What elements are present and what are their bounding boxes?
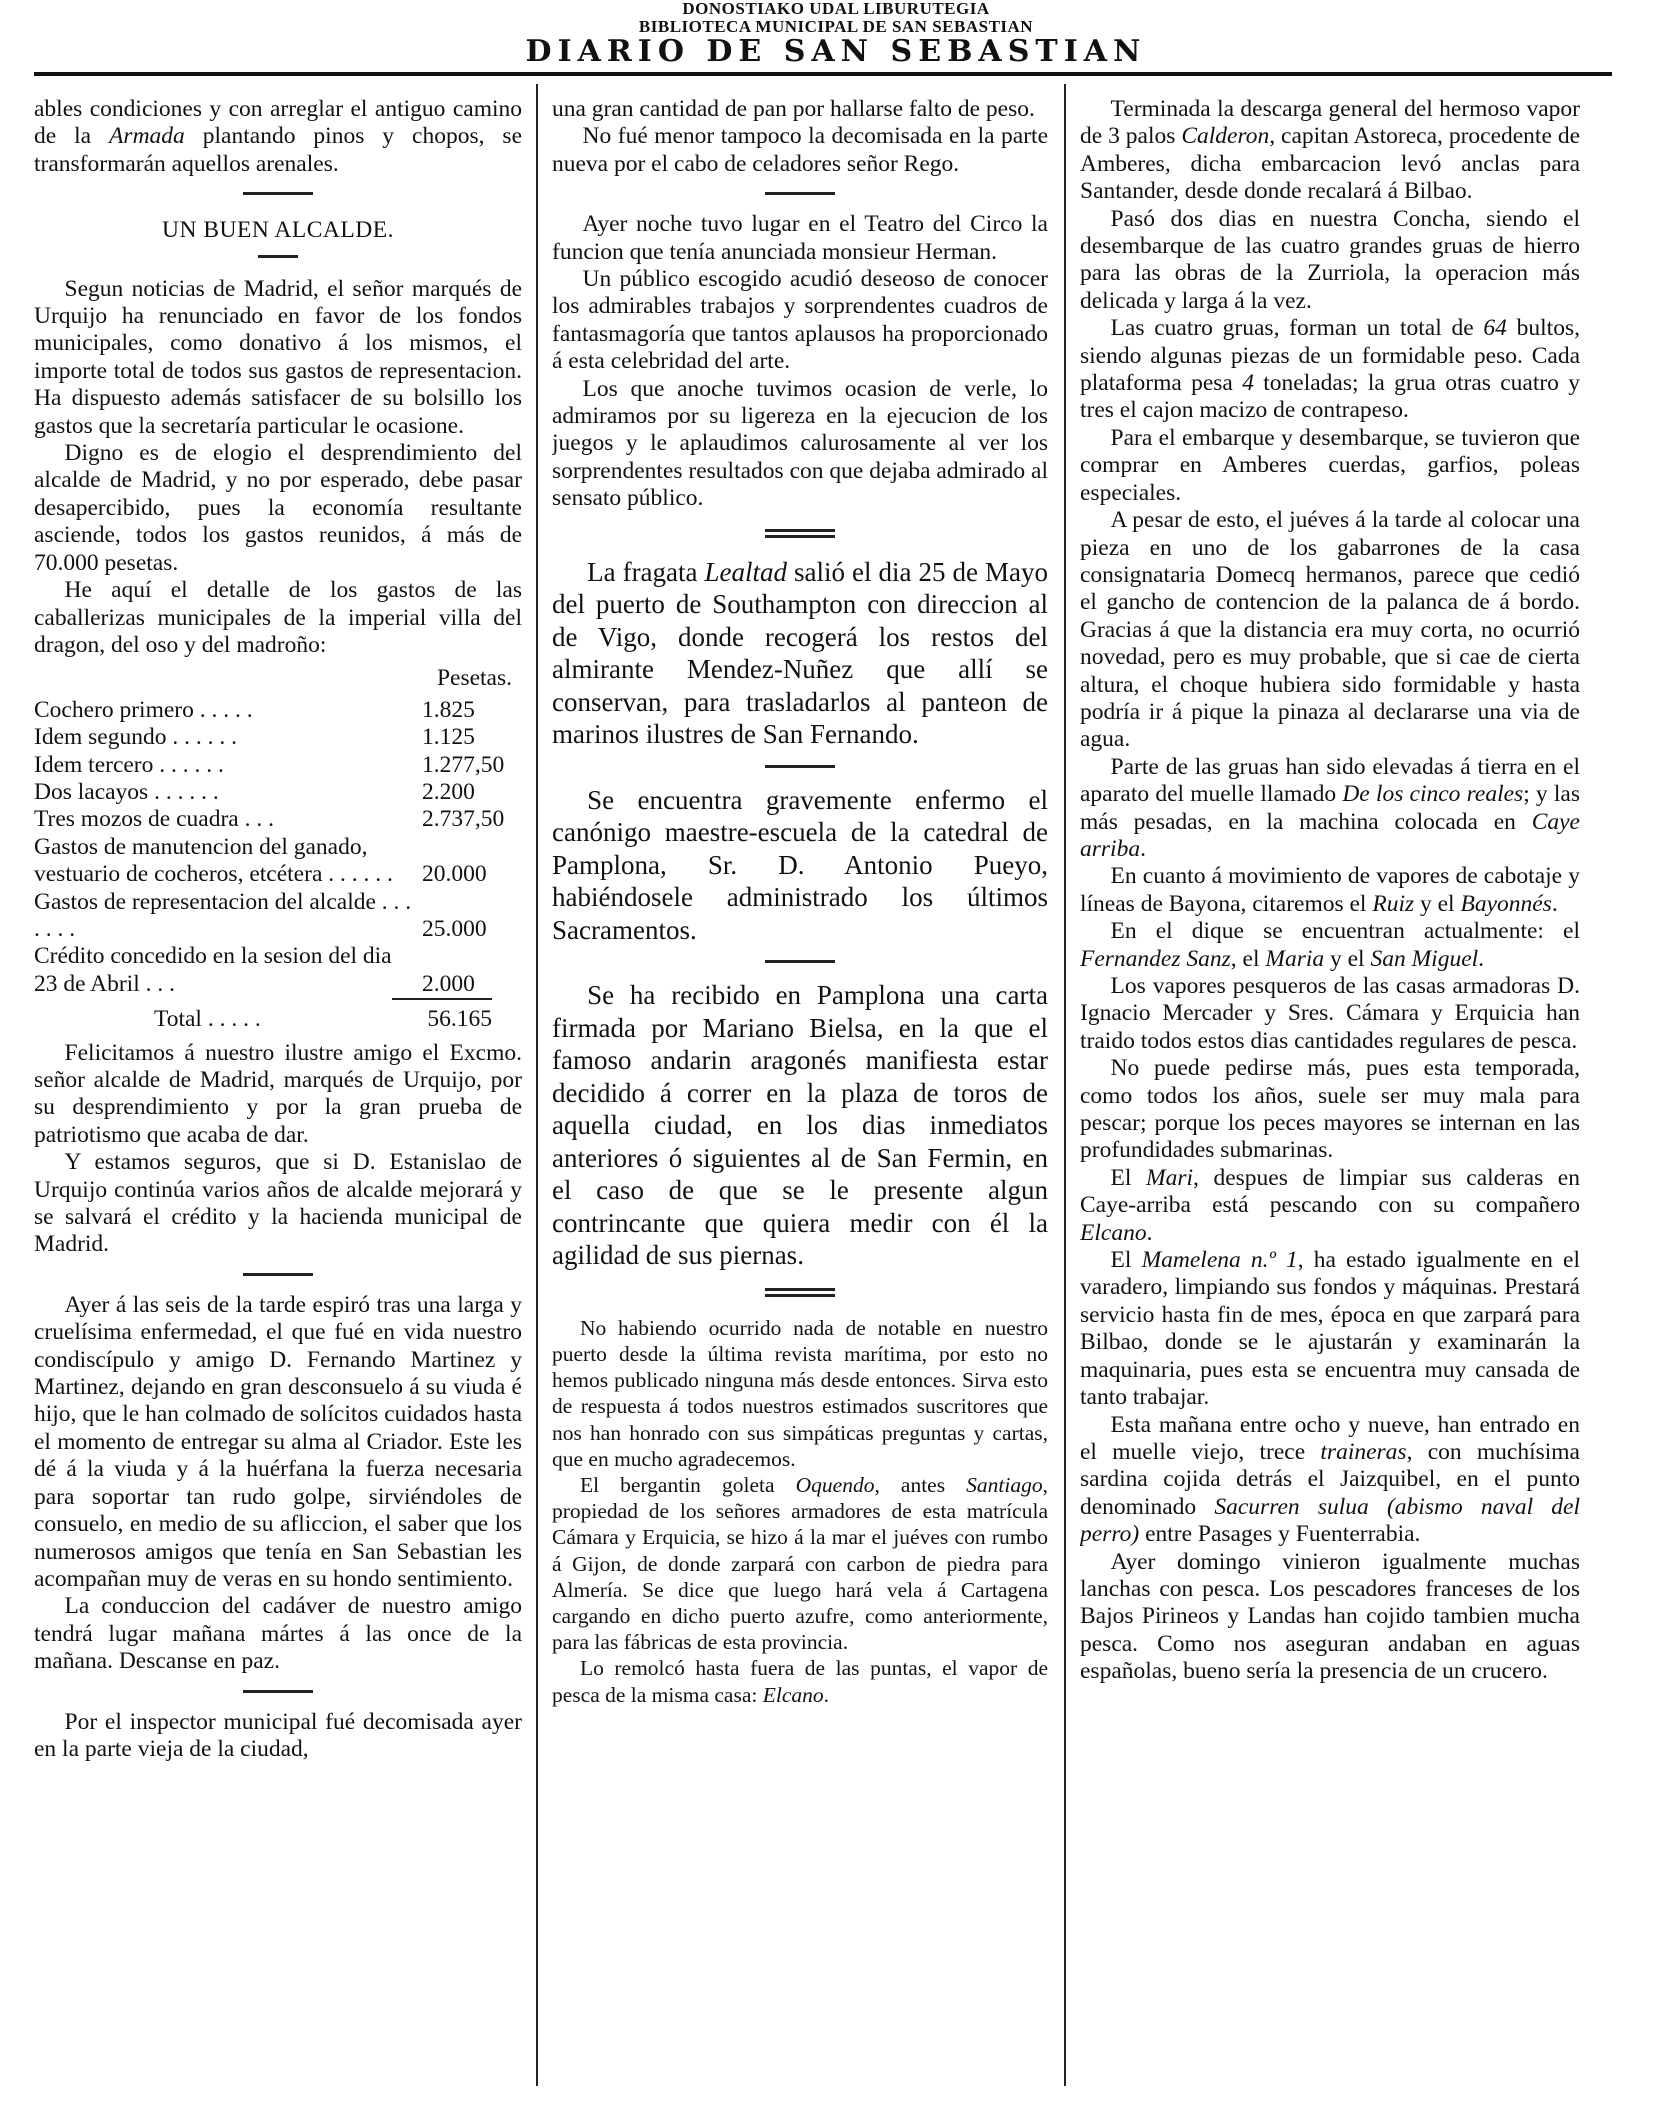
text-run: . (1146, 1219, 1153, 1246)
expense-label: Tres mozos de cuadra . . . (34, 806, 274, 833)
italic-name: 64 (1483, 315, 1507, 342)
text-run: Felicitamos á nuestro ilustre amigo el Excmo. señor alcalde de Madrid, marqués de Urquijo, por su desprendimiento y por la gran prueba de patriotismo que acaba de dar. (34, 1039, 522, 1148)
expense-label: Cochero primero . . . . . (34, 696, 253, 723)
article-separator (243, 1690, 313, 1693)
italic-name: Fernandez Sanz (1080, 945, 1231, 972)
text-run: y el (1414, 890, 1461, 917)
article-paragraph (1080, 1549, 1580, 1686)
expense-label: Dos lacayos . . . . . . (34, 778, 219, 805)
text-run: El (1110, 1164, 1147, 1191)
text-run: , el (1230, 945, 1266, 972)
text-run: , despues de limpiar sus calderas en Caye-arriba está pescando con su compañero (1080, 1164, 1580, 1219)
article-paragraph (34, 96, 522, 178)
article-paragraph (552, 979, 1048, 1272)
total-row (34, 1000, 522, 1039)
text-run: Los que anoche tuvimos ocasion de verle, lo admiramos por su ligereza en la ejecucion de los juegos y le aplaudimos calurosamente al ver los sorprendentes resultados con que dejaba admirado al sensato público. (552, 375, 1048, 512)
double-separator (765, 1288, 835, 1297)
total-value: 56.165 (427, 1006, 492, 1033)
italic-name: traineras (1320, 1438, 1407, 1465)
text-run: Ayer noche tuvo lugar en el Teatro del Circo la funcion que tenía anunciada monsieur Herman. (552, 211, 1048, 265)
article-paragraph (552, 211, 1048, 266)
column-2 (552, 96, 1048, 2102)
text-run: Un público escogido acudió deseoso de conocer los admirables trabajos y sorprendentes cuadros de fantasmagoría que tantos aplausos ha proporcionado á esta celebridad del arte. (552, 266, 1048, 375)
article-separator (765, 960, 835, 963)
expense-value: 2.000 (422, 970, 475, 997)
table-row (34, 943, 522, 998)
text-run: bultos, siendo algunas piezas de un formidable peso. Cada plataforma pesa (1080, 315, 1580, 397)
text-run: La fragata (587, 556, 705, 587)
article-paragraph (1080, 1247, 1580, 1411)
expense-value: 20.000 (422, 861, 487, 888)
heading-rule (258, 255, 298, 258)
article-separator (243, 192, 313, 195)
text-run: , ha estado igualmente en el varadero, limpiando sus fondos y máquinas. Prestará servicio hasta fin de mes, época en que zarpará para Bilbao, donde se le ajustarán y examinarán la maquinaria, pues esta se encuentra muy cansada de tanto trabajar. (1080, 1247, 1580, 1411)
expense-value: 2.737,50 (422, 806, 505, 833)
article-paragraph (34, 1149, 522, 1259)
expense-label: Crédito concedido en la sesion del dia 23 de Abril . . . (34, 943, 392, 997)
italic-name: 4 (1242, 370, 1254, 397)
text-run: No habiendo ocurrido nada de notable en nuestro puerto desde la última revista marítima, por esto no hemos publicado ninguna más desde entonces. Sirva esto de respuesta á todos nuestros estimados suscritores que nos han honrado con sus simpáticas preguntas y cartas, que en mucho agradecemos. (552, 1315, 1048, 1471)
italic-name: De los cinco reales (1342, 781, 1524, 808)
header-rule (34, 72, 1612, 76)
article-paragraph (552, 266, 1048, 376)
text-run: No puede pedirse más, pues esta temporada, como todos los años, suele ser muy mala para pescar; porque los peces mayores se internan en las profundidades submarinas. (1080, 1055, 1580, 1164)
article-paragraph (34, 1593, 522, 1675)
table-row (34, 697, 522, 724)
article-paragraph (1080, 754, 1580, 864)
italic-name: Elcano (1080, 1219, 1147, 1246)
text-run: , propiedad de los señores armadores de esta matrícula Cámara y Erquicia, se hizo á la mar el juéves con rumbo á Gijon, de donde zarpará con carbon de piedra para Almería. Se dice que luego hará vela á Cartagena cargando en dicho puerto azufre, como anteriormente, para las fábricas de esta provincia. (552, 1472, 1048, 1655)
text-run: Los vapores pesqueros de las casas armadoras D. Ignacio Mercader y Sres. Cámara y Erquicia han traido todos estos dias cantidades regulares de pesca. (1080, 973, 1580, 1054)
table-row (34, 752, 522, 779)
text-run: Se ha recibido en Pamplona una carta firmada por Mariano Bielsa, en la que el famoso andarin aragonés manifiesta estar decidido á correr en la plaza de toros de aquella ciudad, en los dias inmediatos anteriores ó siguientes al de San Fermin, en el caso de que se le presente algun contrincante que quiera medir con él la agilidad de sus piernas. (552, 980, 1048, 1271)
expense-value: 1.125 (422, 724, 475, 751)
italic-name: Ruiz (1372, 890, 1415, 917)
article-paragraph (34, 1709, 522, 1764)
italic-name: Sacurren sulua (abismo naval del perro) (1080, 1493, 1580, 1548)
article-paragraph (1080, 1165, 1580, 1247)
masthead (0, 0, 1672, 68)
text-run: Esta mañana entre ocho y nueve, han entrado en el muelle viejo, trece (1080, 1411, 1580, 1465)
text-run: La conduccion del cadáver de nuestro amigo tendrá lugar mañana mártes á las once de la mañana. Descanse en paz. (34, 1593, 522, 1675)
total-label: Total . . . . . (154, 1006, 261, 1033)
double-separator (765, 529, 835, 538)
column-1 (34, 96, 522, 2102)
article-paragraph (552, 1315, 1048, 1472)
text-run: No fué menor tampoco la decomisada en la parte nueva por el cabo de celadores señor Rego. (552, 123, 1048, 177)
expense-label: Gastos de manutencion del ganado, vestuario de cocheros, etcétera . . . . . . (34, 833, 393, 888)
text-run: He aquí el detalle de los gastos de las caballerizas municipales de la imperial villa del dragon, del oso y del madroño: (34, 577, 522, 658)
text-run: y el (1324, 945, 1371, 972)
table-row (34, 889, 522, 944)
table-row (34, 779, 522, 806)
article-paragraph (34, 577, 522, 659)
text-run: Lo remolcó hasta fuera de las puntas, el vapor de pesca de la misma casa: (552, 1656, 1048, 1707)
expense-value: 1.825 (422, 696, 475, 723)
text-run: toneladas; la grua otras cuatro y tres el cajon macizo de contrapeso. (1080, 370, 1580, 424)
article-paragraph (1080, 918, 1580, 973)
expense-label: Idem tercero . . . . . . (34, 751, 224, 778)
article-paragraph (1080, 973, 1580, 1055)
table-header: Pesetas. (436, 665, 512, 692)
article-paragraph (552, 1655, 1048, 1707)
column-3 (1080, 96, 1580, 2102)
article-paragraph (1080, 96, 1580, 206)
newspaper-title: DIARIO DE SAN SEBASTIAN (525, 34, 1147, 69)
italic-name: Mari (1146, 1164, 1194, 1191)
text-run: Segun noticias de Madrid, el señor marqués de Urquijo ha renunciado en favor de los fondos municipales, como donativo á los mismos, el importe total de todos sus gastos de representacion. Ha dispuesto además satisfacer de su bolsillo los gastos que la secretaría particular le ocasione. (34, 275, 522, 439)
column-divider (536, 84, 538, 2086)
text-run: entre Pasages y Fuenterrabia. (1139, 1521, 1421, 1548)
text-run: Y estamos seguros, que si D. Estanislao de Urquijo continúa varios años de alcalde mejorará y se salvará el crédito y la hacienda municipal de Madrid. (34, 1149, 522, 1258)
article-separator (765, 192, 835, 195)
text-run: . (1551, 890, 1558, 917)
text-run: Las cuatro gruas, forman un total de (1110, 315, 1484, 342)
text-run: Ayer á las seis de la tarde espiró tras una larga y cruelísima enfermedad, el que fué en vida nuestro condiscípulo y amigo D. Fernando Martinez y Martinez, dejando en gran desconsuelo á su viuda é hijo, que le han colmado de solícitos cuidados hasta el momento de entregar su alma al Criador. Este les dé á la viuda y á la huérfana la fuerza necesaria para soportar tan rudo golpe, sirviéndoles de consuelo, en medio de su afliccion, el saber que los numerosos amigos que tenía en San Sebastian les acompañan muy de veras en su hondo sentimiento. (34, 1291, 522, 1592)
article-paragraph (34, 1040, 522, 1150)
text-run: una gran cantidad de pan por hallarse falto de peso. (552, 96, 1035, 122)
text-run: Para el embarque y desembarque, se tuvieron que comprar en Amberes cuerdas, garfios, poleas especiales. (1080, 424, 1580, 506)
article-paragraph (34, 1292, 522, 1593)
text-run: . (1478, 945, 1485, 972)
column-divider (1064, 84, 1066, 2086)
italic-name: Armada (109, 123, 185, 150)
article-paragraph (552, 556, 1048, 751)
article-paragraph (1080, 206, 1580, 316)
article-paragraph (552, 123, 1048, 178)
article-paragraph (1080, 315, 1580, 425)
text-run: El bergantin goleta (579, 1472, 796, 1497)
article-paragraph (552, 1472, 1048, 1655)
library-name-basque: DONOSTIAKO UDAL LIBURUTEGIA (682, 0, 990, 18)
expense-value: 25.000 (422, 915, 487, 942)
article-separator (765, 765, 835, 768)
library-name-spanish: BIBLIOTECA MUNICIPAL DE SAN SEBASTIAN (638, 17, 1034, 36)
article-paragraph (34, 440, 522, 577)
article-paragraph (552, 96, 1048, 123)
text-run: Parte de las gruas han sido elevadas á tierra en el aparato del muelle llamado (1080, 753, 1580, 808)
article-paragraph (552, 784, 1048, 947)
italic-name: Santiago (966, 1472, 1043, 1497)
italic-name: Oquendo (795, 1472, 875, 1497)
text-run: Por el inspector municipal fué decomisada ayer en la parte vieja de la ciudad, (34, 1708, 522, 1762)
article-paragraph (552, 376, 1048, 513)
italic-name: Elcano (762, 1682, 824, 1707)
expense-value: 2.200 (422, 778, 475, 805)
expense-value: 1.277,50 (422, 751, 505, 778)
text-run: , capitan Astoreca, procedente de Amberes, dicha embarcacion levó anclas para Santander, desde donde recalará á Bilbao. (1080, 123, 1580, 205)
italic-name: Lealtad (704, 556, 788, 587)
expense-label: Idem segundo . . . . . . (34, 724, 237, 751)
article-paragraph (1080, 507, 1580, 754)
article-paragraph (1080, 1412, 1580, 1549)
italic-name: San Miguel (1370, 945, 1479, 972)
text-run: plantando pinos y chopos, se transformarán aquellos arenales. (34, 123, 522, 177)
table-row (34, 806, 522, 833)
expense-label: Gastos de representacion del alcalde . . . . . . . (34, 888, 412, 942)
italic-name: Maria (1265, 945, 1325, 972)
text-run: Terminada la descarga general del hermoso vapor de 3 palos (1080, 96, 1580, 150)
expense-table (34, 697, 522, 998)
text-run: ; y las más pesadas, en la machina colocada en (1080, 781, 1580, 835)
article-paragraph (1080, 1055, 1580, 1165)
text-run: Digno es de elogio el desprendimiento del alcalde de Madrid, y no por esperado, debe pasar desapercibido, pues la economía resultante asciende, todos los gastos reunidos, á más de 70.000 pesetas. (34, 440, 522, 576)
text-run: , con muchísima sardina cojida detrás el Jaizquibel, en el punto denominado (1080, 1438, 1580, 1520)
italic-name: Bayonnés (1460, 890, 1552, 917)
text-run: A pesar de esto, el juéves á la tarde al colocar una pieza en uno de los gabarrones de la casa consignataria Domecq hermanos, parece que cedió el gancho de contencion de la palanca de á bordo. Gracias á que la distancia era muy corta, no ocurrió novedad, pero es muy probable, que si cae de cierta altura, el choque hubiera sido formidable y hasta podría ir á pique la pinaza al declararse una via de agua. (1080, 507, 1580, 753)
text-run: ables condiciones y con arreglar el antiguo camino de la (34, 96, 522, 150)
text-run: Ayer domingo vinieron igualmente muchas lanchas con pesca. Los pescadores franceses de los Bajos Pirineos y Landas han cojido tambien mucha pesca. Como nos aseguran andaban en aguas españolas, bueno sería la presencia de un crucero. (1080, 1548, 1580, 1685)
article-heading: UN BUEN ALCALDE. (162, 217, 394, 244)
text-run: En cuanto á movimiento de vapores de cabotaje y líneas de Bayona, citaremos el (1080, 863, 1580, 917)
table-row (34, 724, 522, 751)
text-run: Pasó dos dias en nuestra Concha, siendo el desembarque de las cuatro grandes gruas de hierro para las obras de la Zurriola, la operacion más delicada y larga á la vez. (1080, 205, 1580, 314)
text-run: El (1110, 1247, 1142, 1274)
article-paragraph (34, 276, 522, 440)
article-paragraph (1080, 425, 1580, 507)
text-run: Se encuentra gravemente enfermo el canónigo maestre-escuela de la catedral de Pamplona, Sr. D. Antonio Pueyo, habiéndosele administrado los últimos Sacramentos. (552, 784, 1048, 945)
article-paragraph (1080, 863, 1580, 918)
text-run: salió el dia 25 de Mayo del puerto de Southampton con direccion al de Vigo, donde recogerá los restos del almirante Mendez-Nuñez que allí se conservan, para trasladarlos al panteon de marinos ilustres de San Fernando. (552, 556, 1048, 750)
italic-name: Mamelena n.º 1 (1141, 1247, 1298, 1274)
text-run: En el dique se encuentran actualmente: el (1110, 918, 1580, 945)
article-separator (243, 1273, 313, 1276)
table-row (34, 834, 522, 889)
italic-name: Calderon (1181, 123, 1270, 150)
text-run: . (823, 1682, 830, 1707)
italic-name: Caye arriba (1080, 808, 1580, 862)
text-run: . (1140, 835, 1146, 862)
text-run: , antes (874, 1472, 967, 1497)
